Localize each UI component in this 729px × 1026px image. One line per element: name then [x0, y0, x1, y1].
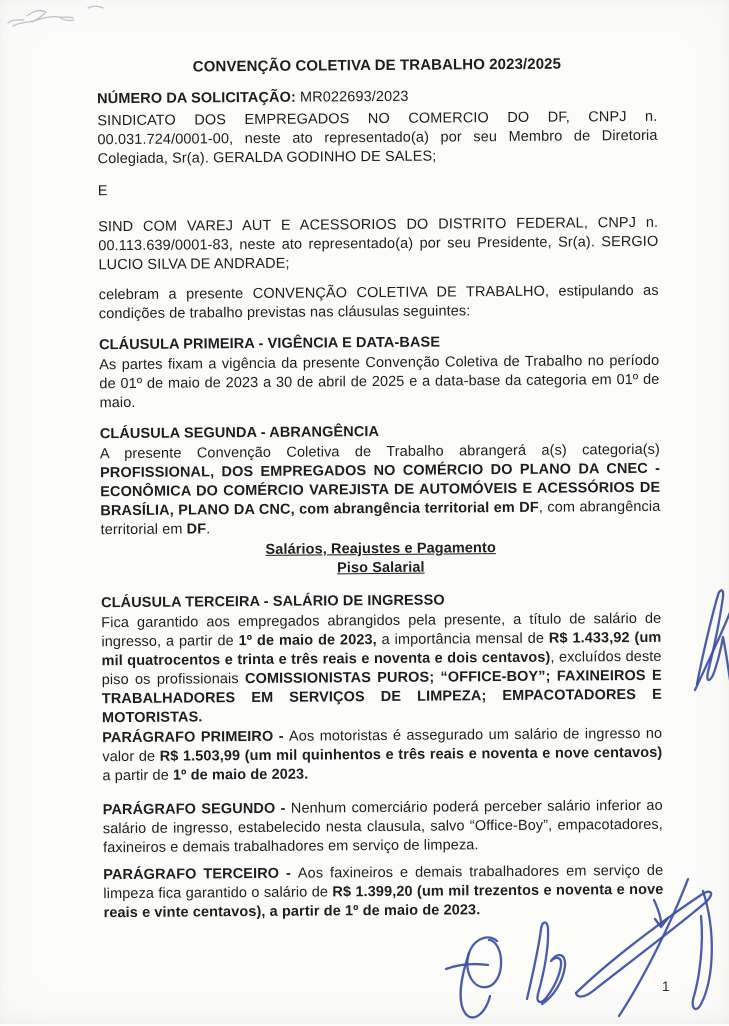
- paragraph1: PARÁGRAFO PRIMEIRO - Aos motoristas é assegurado um salário de ingresso no valor de R$ 1.503,99 (um mil quinhentos e três reais e noventa e nove centavos) a partir de 1º de maio de 2023.: [102, 725, 663, 785]
- block-party-employees: SINDICATO DOS EMPREGADOS NO COMERCIO DO DF, CNPJ n. 00.031.724/0001-00, neste ato representado(a) por seu Membro de Diretoria Colegiada, Sr(a). GERALDA GODINHO DE SALES;: [97, 108, 658, 168]
- block-solicitation: NÚMERO DA SOLICITAÇÃO: MR022693/2023: [97, 88, 409, 108]
- pencil-scribble-icon: [8, 6, 103, 26]
- clause1-heading: CLÁUSULA PRIMEIRA - VIGÊNCIA E DATA-BASE: [99, 334, 441, 354]
- section-heading-line1: Salários, Reajustes e Pagamento: [265, 540, 496, 558]
- document-content: [96, 0, 664, 1026]
- paragraph3: PARÁGRAFO TERCEIRO - Aos faxineiros e demais trabalhadores em serviço de limpeza fica garantido o salário de R$ 1.399,20 (um mil trezentos e noventa e nove reais e vinte centavos), a partir de 1º de maio de 2023.: [103, 862, 664, 922]
- section-heading-line2: Piso Salarial: [336, 559, 425, 577]
- margin-initial-signature-icon: [695, 590, 729, 690]
- page-number: 1: [662, 979, 670, 994]
- clause3-heading: CLÁUSULA TERCEIRA - SALÁRIO DE INGRESSO: [101, 592, 445, 612]
- block-conjunction: E: [97, 183, 108, 200]
- clause1-body: As partes fixam a vigência da presente Convenção Coletiva de Trabalho no período de 01º de maio de 2023 a 30 de abril de 2025 e a data-base da categoria em 01º de maio.: [99, 352, 660, 412]
- clause2-body: A presente Convenção Coletiva de Trabalho abrangerá a(s) categoria(s) PROFISSIONAL, DOS EMPREGADOS NO COMÉRCIO DO PLANO DA CNEC - ECONÔMICA DO COMÉRCIO VAREJISTA DE AUTOMÓVEIS E ACESSÓRIOS DE BRASÍLIA, PLANO DA CNC, com abrangência territorial em DF, com abrangência territorial em DF.: [99, 441, 661, 539]
- block-preamble: celebram a presente CONVENÇÃO COLETIVA DE TRABALHO, estipulando as condições de trabalho previstas nas cláusulas seguintes:: [98, 282, 659, 323]
- paragraph2: PARÁGRAFO SEGUNDO - Nenhum comerciário poderá perceber salário inferior ao salário de ingresso, estabelecido nesta clausula, salvo “Office-Boy”, empacotadores, faxineiros e demais trabalhadores em serviço de limpeza.: [102, 797, 663, 857]
- clause3-body: Fica garantido aos empregados abrangidos pela presente, a título de salário de ingresso, a partir de 1º de maio de 2023, a importância mensal de R$ 1.433,92 (um mil quatrocentos e trinta e três reais e noventa e dois centavos), excluídos deste piso os profissionais COMISSIONISTAS PUROS; “OFFICE-BOY”; FAXINEIROS E TRABALHADORES EM SERVIÇOS DE LIMPEZA; EMPACOTADORES E MOTORISTAS.: [101, 610, 662, 727]
- block-party-employers: SIND COM VAREJ AUT E ACESSORIOS DO DISTRITO FEDERAL, CNPJ n. 00.113.639/0001-83, neste ato representado(a) por seu Presidente, Sr(a). SERGIO LUCIO SILVA DE ANDRADE;: [98, 214, 659, 274]
- document-title: CONVENÇÃO COLETIVA DE TRABALHO 2023/2025: [192, 55, 562, 76]
- clause2-heading: CLÁUSULA SEGUNDA - ABRANGÊNCIA: [99, 424, 380, 443]
